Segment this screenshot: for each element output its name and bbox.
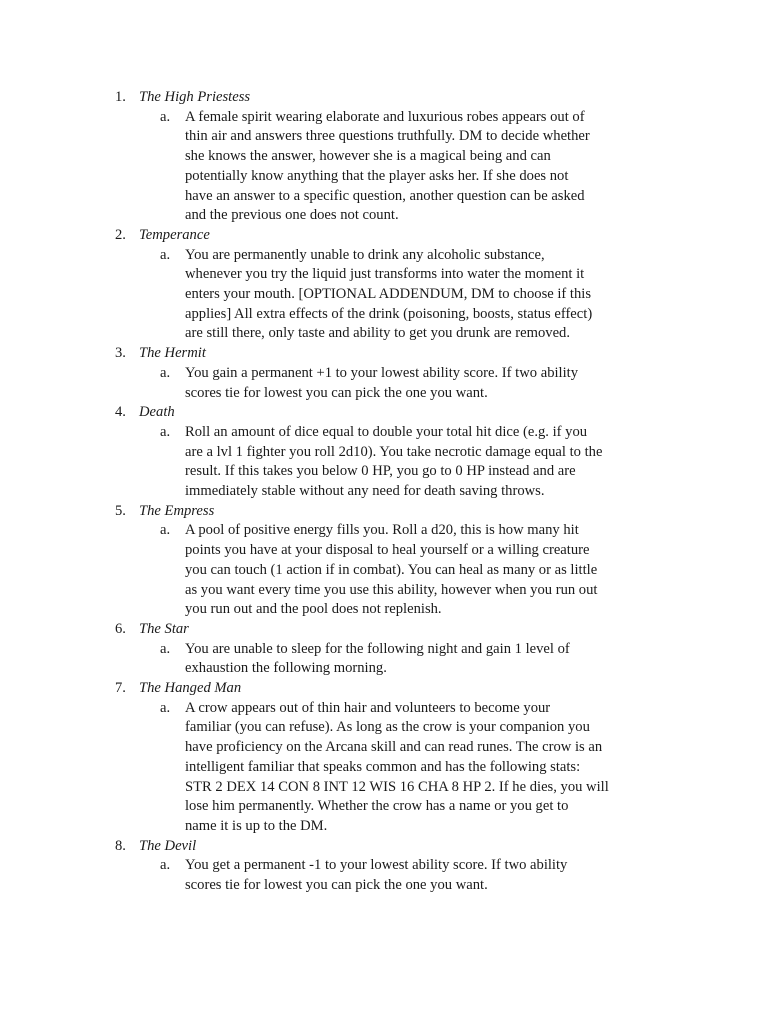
sub-item-text: A female spirit wearing elaborate and luxurious robes appears out of thin air and answers three questions truthfully. DM to decide whether she knows the answer, however she is a magical being and can potentially know anything that the player asks her. If she does not have an answer to a specific question, another question can be asked and the previous one does not count.: [185, 108, 590, 224]
card-title: The Devil: [139, 837, 197, 854]
list-number: 5.: [115, 502, 126, 519]
list-item-4: [0, 403, 768, 502]
card-title: The Hermit: [139, 345, 206, 362]
list-number: 3.: [115, 345, 126, 362]
sub-item-text: You get a permanent -1 to your lowest ability score. If two ability scores tie for lowest you can pick the one you want.: [185, 857, 568, 893]
list-item-header: [0, 226, 768, 246]
list-item-2: [0, 226, 768, 344]
list-number: 8.: [115, 837, 126, 854]
sub-item-marker: a.: [160, 364, 171, 381]
list-item-8: [0, 837, 768, 896]
list-item-header: [0, 88, 768, 108]
sub-item-marker: a.: [160, 699, 171, 716]
card-title: The High Priestess: [139, 89, 251, 105]
list-number: 1.: [115, 89, 126, 105]
list-item-header: [0, 502, 768, 522]
sub-item: [0, 364, 768, 403]
list-number: 4.: [115, 404, 126, 421]
list-number: 2.: [115, 226, 126, 243]
document-page: [0, 88, 768, 896]
sub-item: [0, 640, 768, 679]
sub-item-text: You are unable to sleep for the following night and gain 1 level of exhaustion the following morning.: [185, 640, 570, 677]
sub-item-marker: a.: [160, 423, 171, 440]
list-item-header: [0, 344, 768, 364]
sub-item: [0, 246, 768, 345]
sub-item-marker: a.: [160, 640, 171, 657]
card-title: The Hanged Man: [139, 680, 242, 696]
card-title: Temperance: [139, 226, 210, 243]
sub-item: [0, 423, 768, 502]
sub-item: [0, 699, 768, 837]
sub-item-text: A pool of positive energy fills you. Roll a d20, this is how many hit points you have at your disposal to heal yourself or a willing creature you can touch (1 action if in combat). You can heal as many or as little as you want every time you use this ability, however when you run out you run out and the pool does not replenish.: [185, 522, 598, 618]
sub-item-text: A crow appears out of thin hair and volunteers to become your familiar (you can refuse). As long as the crow is your companion you have proficiency on the Arcana skill and can read runes. The crow is an intelligent familiar that speaks common and has the following stats: STR 2 DEX 14 CON 8 INT 12 WIS 16 CHA 8 HP 2. If he dies, you will lose him permanently. Whether the crow has a name or you get to name it is up to the DM.: [185, 699, 609, 834]
list-number: 7.: [115, 680, 126, 696]
sub-item-marker: a.: [160, 246, 171, 263]
sub-item-marker: a.: [160, 857, 171, 874]
sub-item-text: Roll an amount of dice equal to double your total hit dice (e.g. if you are a lvl 1 fighter you roll 2d10). You take necrotic damage equal to the result. If this takes you below 0 HP, you go to 0 HP instead and are immediately stable without any need for death saving throws.: [185, 423, 603, 499]
card-title: The Star: [139, 620, 189, 637]
sub-item: [0, 108, 768, 226]
sub-item-text: You are permanently unable to drink any alcoholic substance, whenever you try the liquid just transforms into water the moment it enters your mouth. [OPTIONAL ADDENDUM, DM to choose if this applies] All extra effects of the drink (poisoning, boosts, status effect) are still there, only taste and ability to get you drunk are removed.: [185, 246, 593, 342]
list-item-6: [0, 620, 768, 679]
card-title: The Empress: [139, 502, 215, 519]
sub-item-marker: a.: [160, 522, 171, 539]
sub-item: [0, 856, 768, 895]
list-item-7: [0, 679, 768, 837]
list-item-1: [0, 88, 768, 226]
list-item-header: [0, 620, 768, 640]
list-item-5: [0, 502, 768, 620]
card-title: Death: [139, 404, 175, 421]
list-item-header: [0, 679, 768, 699]
list-item-3: [0, 344, 768, 403]
list-number: 6.: [115, 620, 126, 637]
sub-item: [0, 521, 768, 620]
list-item-header: [0, 403, 768, 423]
sub-item-text: You gain a permanent +1 to your lowest ability score. If two ability scores tie for lowest you can pick the one you want.: [185, 364, 579, 401]
sub-item-marker: a.: [160, 108, 171, 125]
list-item-header: [0, 837, 768, 857]
